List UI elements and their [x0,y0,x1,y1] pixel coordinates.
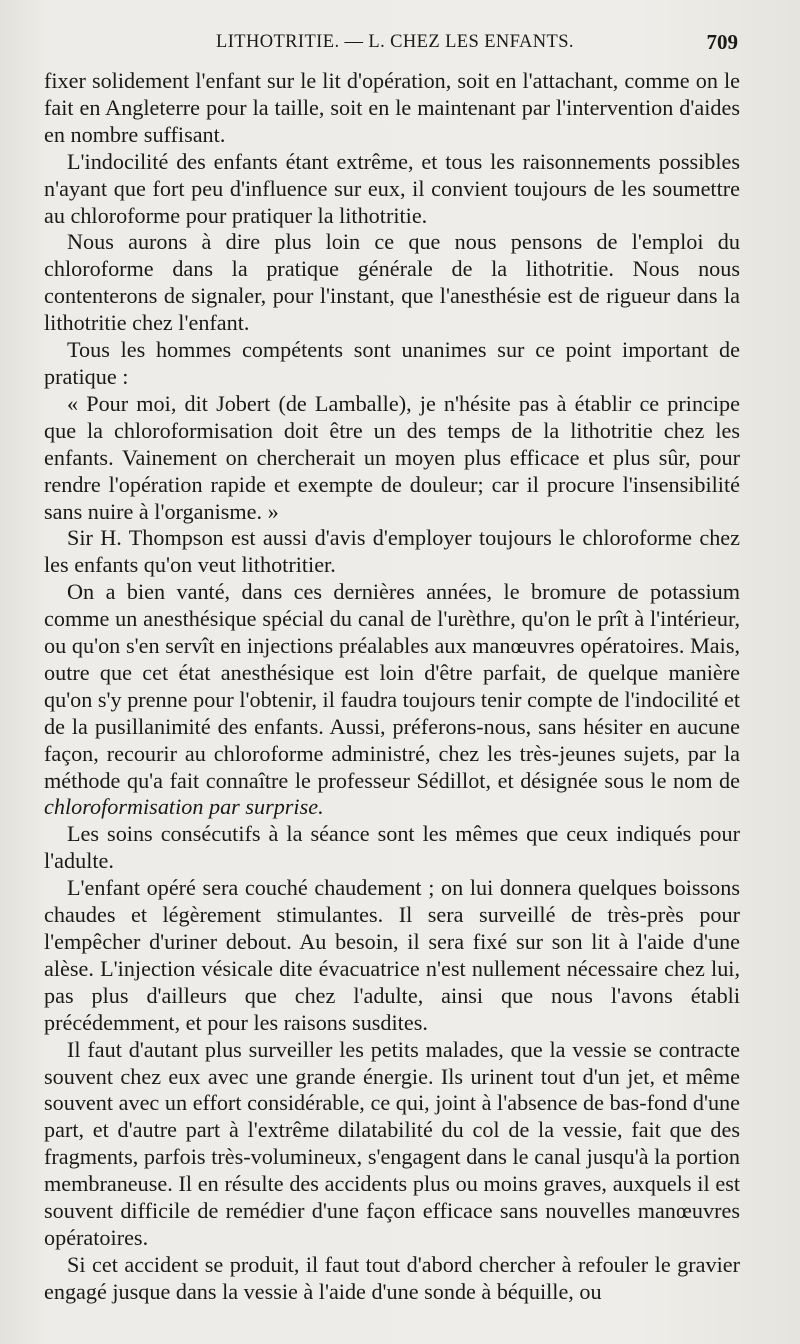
paragraph-bromure [44,579,740,821]
paragraph-bromure-text: On a bien vanté, dans ces dernières années, le bromure de potassium comme un anesthésique spécial du canal de l'urèthre, qu'on le prît à l'intérieur, ou qu'on s'en servît en injections préalables aux manœuvres opératoires. Mais, outre que cet état anesthésique est loin d'être parfait, de quelque manière qu'on s'y prenne pour l'obtenir, il faudra toujours tenir compte de l'indocilité et de la pusillanimité des enfants. Aussi, préferons-nous, sans hésiter en aucune façon, recourir au chloroforme administré, chez les très-jeunes sujets, par la méthode qu'a fait connaître le professeur Sédillot, et désignée sous le nom de [44,579,740,793]
page-number: 709 [706,30,738,54]
italic-term: chloroformisation par surprise. [44,794,324,820]
page-header [40,32,738,58]
paragraph-enfant-opere: L'enfant opéré sera couché chaudement ; on lui donnera quelques boissons chaudes et légèrement stimulantes. Il sera surveillé de très-près pour l'empêcher d'uriner debout. Au besoin, il sera fixé sur son lit à l'aide d'une alèse. L'injection vésicale dite évacuatrice n'est nullement nécessaire chez lui, pas plus d'ailleurs que chez l'adulte, ainsi que nous l'avons établi précédemment, et pour les raisons susdites. [44,875,740,1035]
paragraph-thompson: Sir H. Thompson est aussi d'avis d'employer toujours le chloroforme chez les enfants qu'on veut lithotritier. [44,525,740,578]
paragraph-chloroforme: Nous aurons à dire plus loin ce que nous pensons de l'emploi du chloroforme dans la pratique générale de la lithotritie. Nous nous contenterons de signaler, pour l'instant, que l'anesthésie est de rigueur dans la lithotritie chez l'enfant. [44,229,740,336]
quote-jobert: « Pour moi, dit Jobert (de Lamballe), je n'hésite pas à établir ce principe que la chloroformisation doit être un des temps de la lithotritie chez les enfants. Vainement on chercherait un moyen plus efficace et plus sûr, pour rendre l'opération rapide et exempte de douleur; car il procure l'insensibilité sans nuire à l'organisme. » [44,390,740,524]
paragraph-hommes-competents: Tous les hommes compétents sont unanimes sur ce point important de pratique : [44,337,740,389]
paragraph-surveiller: Il faut d'autant plus surveiller les petits malades, que la vessie se contracte souvent chez eux avec une grande énergie. Ils urinent tout d'un jet, et même souvent avec un effort considérable, ce qui, joint à l'absence de bas-fond d'une part, et d'autre part à l'extrême dilatabilité du col de la vessie, fait que des fragments, parfois très-volumineux, s'engagent dans le canal jusqu'à la portion membraneuse. Il en résulte des accidents plus ou moins graves, auxquels il est souvent difficile de remédier d'une façon efficace sans nouvelles manœuvres opératoires. [44,1036,740,1250]
paragraph-soins: Les soins consécutifs à la séance sont les mêmes que ceux indiqués pour l'adulte. [44,821,740,874]
running-head: LITHOTRITIE. — L. CHEZ LES ENFANTS. [216,32,574,52]
paragraph-accident: Si cet accident se produit, il faut tout d'abord chercher à refouler le gravier engagé jusque dans la vessie à l'aide d'une sonde à béquille, ou [44,1251,740,1304]
body-text [44,68,740,1306]
paragraph-indocilite: L'indocilité des enfants étant extrême, et tous les raisonnements possibles n'ayant que fort peu d'influence sur eux, il convient toujours de les soumettre au chloroforme pour pratiquer la lithotritie. [44,148,740,228]
paragraph-continued: fixer solidement l'enfant sur le lit d'opération, soit en l'attachant, comme on le fait en Angleterre pour la taille, soit en le maintenant par l'intervention d'aides en nombre suffisant. [44,68,740,147]
